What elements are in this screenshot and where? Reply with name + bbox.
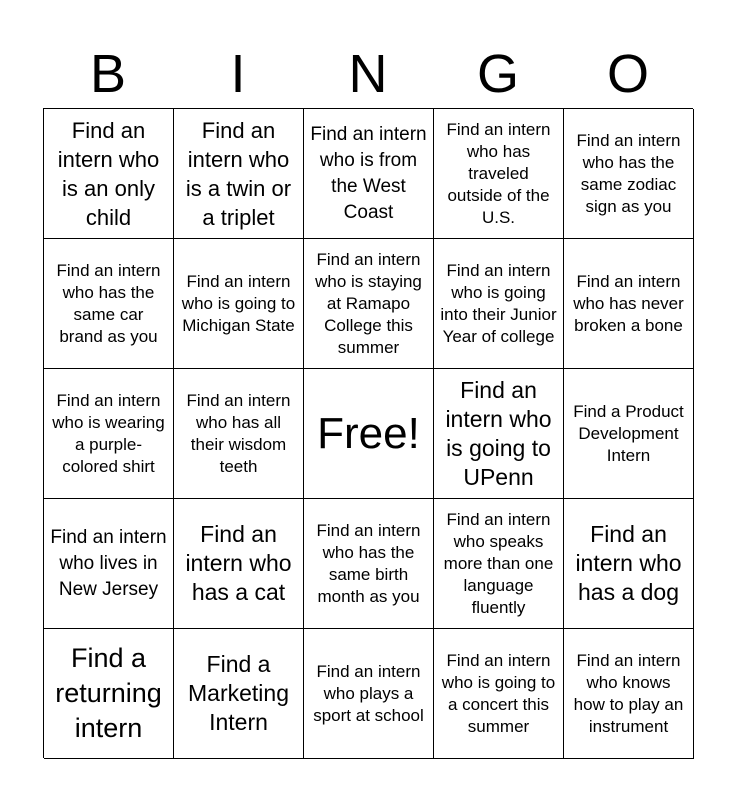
bingo-cell-text: Find an intern who has all their wisdom teeth: [186, 390, 291, 476]
bingo-cell-text: Find an intern who lives in New Jersey: [50, 526, 167, 600]
bingo-cell-text: Find an intern who has traveled outside of the U.S.: [446, 119, 551, 227]
bingo-cell-text: Find an intern who is going to a concert this summer: [441, 650, 556, 736]
bingo-cell-b5: [44, 629, 174, 759]
bingo-cell-o3: [564, 369, 694, 499]
bingo-cell-n5: [304, 629, 434, 759]
bingo-cell-o5: [564, 629, 694, 759]
bingo-cell-text: Find a Marketing Intern: [188, 651, 289, 735]
bingo-cell-o2: [564, 239, 694, 369]
bingo-cell-text: Find an intern who has the same zodiac sign as you: [576, 130, 681, 216]
bingo-cell-i4: [174, 499, 304, 629]
bingo-cell-b4: [44, 499, 174, 629]
bingo-cell-text: Find a returning intern: [55, 643, 162, 743]
bingo-cell-text: Find an intern who has a cat: [185, 521, 292, 605]
bingo-cell-i2: [174, 239, 304, 369]
header-letter-i: I: [230, 44, 246, 104]
bingo-cell-text: Find an intern who is an only child: [57, 117, 160, 230]
bingo-header: [43, 40, 693, 108]
bingo-cell-text: Find an intern who is wearing a purple-colored shirt: [52, 390, 165, 476]
free-space-text: Free!: [317, 408, 420, 458]
bingo-cell-i1: [174, 109, 304, 239]
bingo-cell-g5: [434, 629, 564, 759]
header-letter-b: B: [89, 44, 127, 104]
bingo-cell-text: Find an intern who is from the West Coast: [310, 123, 427, 223]
bingo-cell-b1: [44, 109, 174, 239]
bingo-cell-n2: [304, 239, 434, 369]
header-letter-g: G: [476, 44, 519, 104]
bingo-cell-text: Find an intern who speaks more than one language fluently: [443, 509, 554, 617]
bingo-cell-text: Find an intern who has never broken a bone: [573, 271, 684, 335]
bingo-cell-g1: [434, 109, 564, 239]
bingo-cell-g3: [434, 369, 564, 499]
bingo-cell-i5: [174, 629, 304, 759]
bingo-grid: [43, 108, 693, 758]
bingo-cell-text: Find an intern who has the same car brand as you: [56, 260, 161, 346]
bingo-cell-text: Find an intern who plays a sport at school: [313, 661, 424, 725]
bingo-cell-b2: [44, 239, 174, 369]
bingo-cell-text: Find an intern who is going into their Junior Year of college: [440, 260, 557, 346]
bingo-cell-o4: [564, 499, 694, 629]
bingo-cell-o1: [564, 109, 694, 239]
bingo-cell-n4: [304, 499, 434, 629]
bingo-cell-text: Find an intern who knows how to play an instrument: [573, 650, 684, 736]
bingo-cell-i3: [174, 369, 304, 499]
bingo-cell-b3: [44, 369, 174, 499]
header-letter-n: N: [348, 44, 388, 104]
bingo-cell-free: [304, 369, 434, 499]
bingo-cell-text: Find an intern who has a dog: [575, 521, 682, 605]
bingo-cell-text: Find an intern who has the same birth month as you: [316, 520, 421, 606]
bingo-cell-n1: [304, 109, 434, 239]
bingo-cell-text: Find an intern who is going to UPenn: [445, 376, 552, 490]
bingo-cell-g4: [434, 499, 564, 629]
bingo-cell-text: Find an intern who is a twin or a triplet: [185, 117, 292, 230]
bingo-cell-g2: [434, 239, 564, 369]
bingo-cell-text: Find an intern who is going to Michigan State: [181, 271, 296, 335]
bingo-cell-text: Find a Product Development Intern: [573, 401, 684, 465]
bingo-cell-text: Find an intern who is staying at Ramapo College this summer: [315, 249, 422, 357]
header-letter-o: O: [606, 44, 649, 104]
